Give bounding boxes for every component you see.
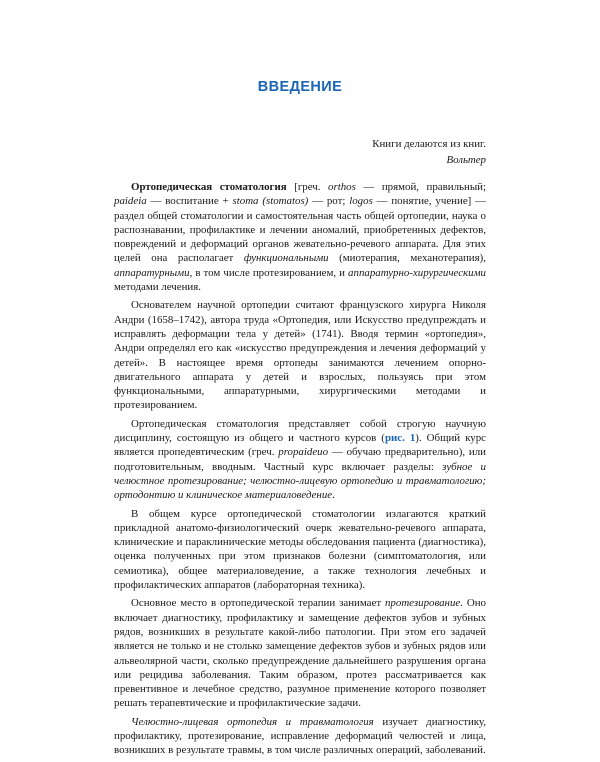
- term-italic: функциональными: [243, 252, 329, 265]
- paragraph-structure: [114, 417, 486, 503]
- text-run: .: [332, 489, 335, 502]
- text-run: — понятие, учение] — раздел общей стоматологии и самостоятельная часть общей ортопедии, наука о распознавании, профилактике и лечении аномалий, приобретенных дефектов, повреждений и деформаций органов жевательно-речевого аппарата. Для этих целей она располагает: [114, 195, 486, 265]
- term-italic: Челюстно-лицевая ортопедия и травматология: [131, 715, 374, 728]
- text-run: . Оно включает диагностику, профилактику и замещение дефектов зубов и зубных рядов, возникших в результате какой-либо патологии. При этом его задачей является не только и не столько замещение дефектов зубов и зубных рядов или альвеолярной части, сколько предупреждение дальнейшего разрушения органа или рецидива заболевания. Таким образом, протез рассматривается как превентивное и лечебное средство, разумное применение которого позволяет решать терапевтические и профилактические задачи.: [114, 597, 486, 710]
- text-run: Основное место в ортопедической терапии занимает: [131, 597, 385, 610]
- figure-reference-link[interactable]: рис. 1: [384, 432, 416, 445]
- term-italic: аппаратурными: [114, 266, 190, 279]
- text-run: Ортопедическая стоматология представляет собой строгую научную дисциплину, состоящую из общего и частного курсов (: [114, 417, 486, 445]
- sections-italic: зубное и челюстное протезирование; челюстно-лицевую ортопедию и травматологию; ортодонтию и клиническое материаловедение: [114, 460, 486, 502]
- term-bold: Ортопедическая стоматология: [131, 181, 287, 193]
- text-run: (миотерапия, механотерапия),: [328, 252, 486, 265]
- paragraph-history: Основателем научной ортопедии считают французского хирурга Николя Андри (1658–1742), автора труда «Ортопедия, или Искусство предупреждать и исправлять деформации тела у детей» (1741). Вводя термин «ортопедия», Андри определял его как «искусство предупреждения и лечения деформаций у детей». В настоящее время ортопеды занимаются лечением опорно-двигательного аппарата у детей и взрослых, пользуясь при этом функциональными, аппаратурными, хирургическими методами и протезированием.: [114, 299, 486, 412]
- paragraph-definition: [114, 180, 486, 294]
- text-run: — рот;: [308, 195, 350, 208]
- term-italic: logos: [349, 195, 373, 208]
- epigraph-quote: Книги делаются из книг.: [372, 138, 486, 150]
- term-italic: propaideuo: [278, 446, 329, 459]
- epigraph-author: Вольтер: [446, 154, 486, 166]
- text-run: [греч.: [286, 181, 329, 193]
- text-run: изучает диагностику, профилактику, протезирование, исправление деформаций челюстей и лица, возникших в результате травмы, в том числе различных операций, заболеваний.: [114, 715, 487, 757]
- term-italic: аппаратурно-хирургическими: [348, 266, 486, 279]
- term-italic: протезирование: [384, 597, 461, 610]
- text-run: — воспитание +: [146, 195, 233, 208]
- section-heading: ВВЕДЕНИЕ: [257, 79, 343, 95]
- text-run: — обучаю предварительно), или подготовительным, вводным. Частный курс включает разделы:: [114, 446, 486, 473]
- paragraph-maxillofacial: [114, 715, 486, 758]
- body-text: [114, 180, 486, 762]
- text-run: ). Общий курс является пропедевтическим (греч.: [114, 432, 487, 459]
- paragraph-prosthetics: [114, 596, 486, 710]
- epigraph: [372, 136, 486, 168]
- term-italic: paideia: [114, 195, 147, 208]
- text-run: методами лечения.: [114, 281, 201, 294]
- term-italic: orthos: [328, 181, 356, 193]
- text-run: — прямой, правильный;: [355, 181, 486, 193]
- text-run: , в том числе протезированием, и: [189, 266, 349, 279]
- paragraph-general-course: В общем курсе ортопедической стоматологии излагаются краткий прикладной анатомо-физиологический очерк жевательно-речевого аппарата, клинические и параклинические методы обследования пациента (диагностика), оценка полученных при этом признаков болезни (симптоматология, или семиотика), общее материаловедение, а также технология лечебных и профилактических аппаратов (лабораторная техника).: [114, 507, 486, 592]
- term-italic: stoma (stomatos): [232, 195, 309, 208]
